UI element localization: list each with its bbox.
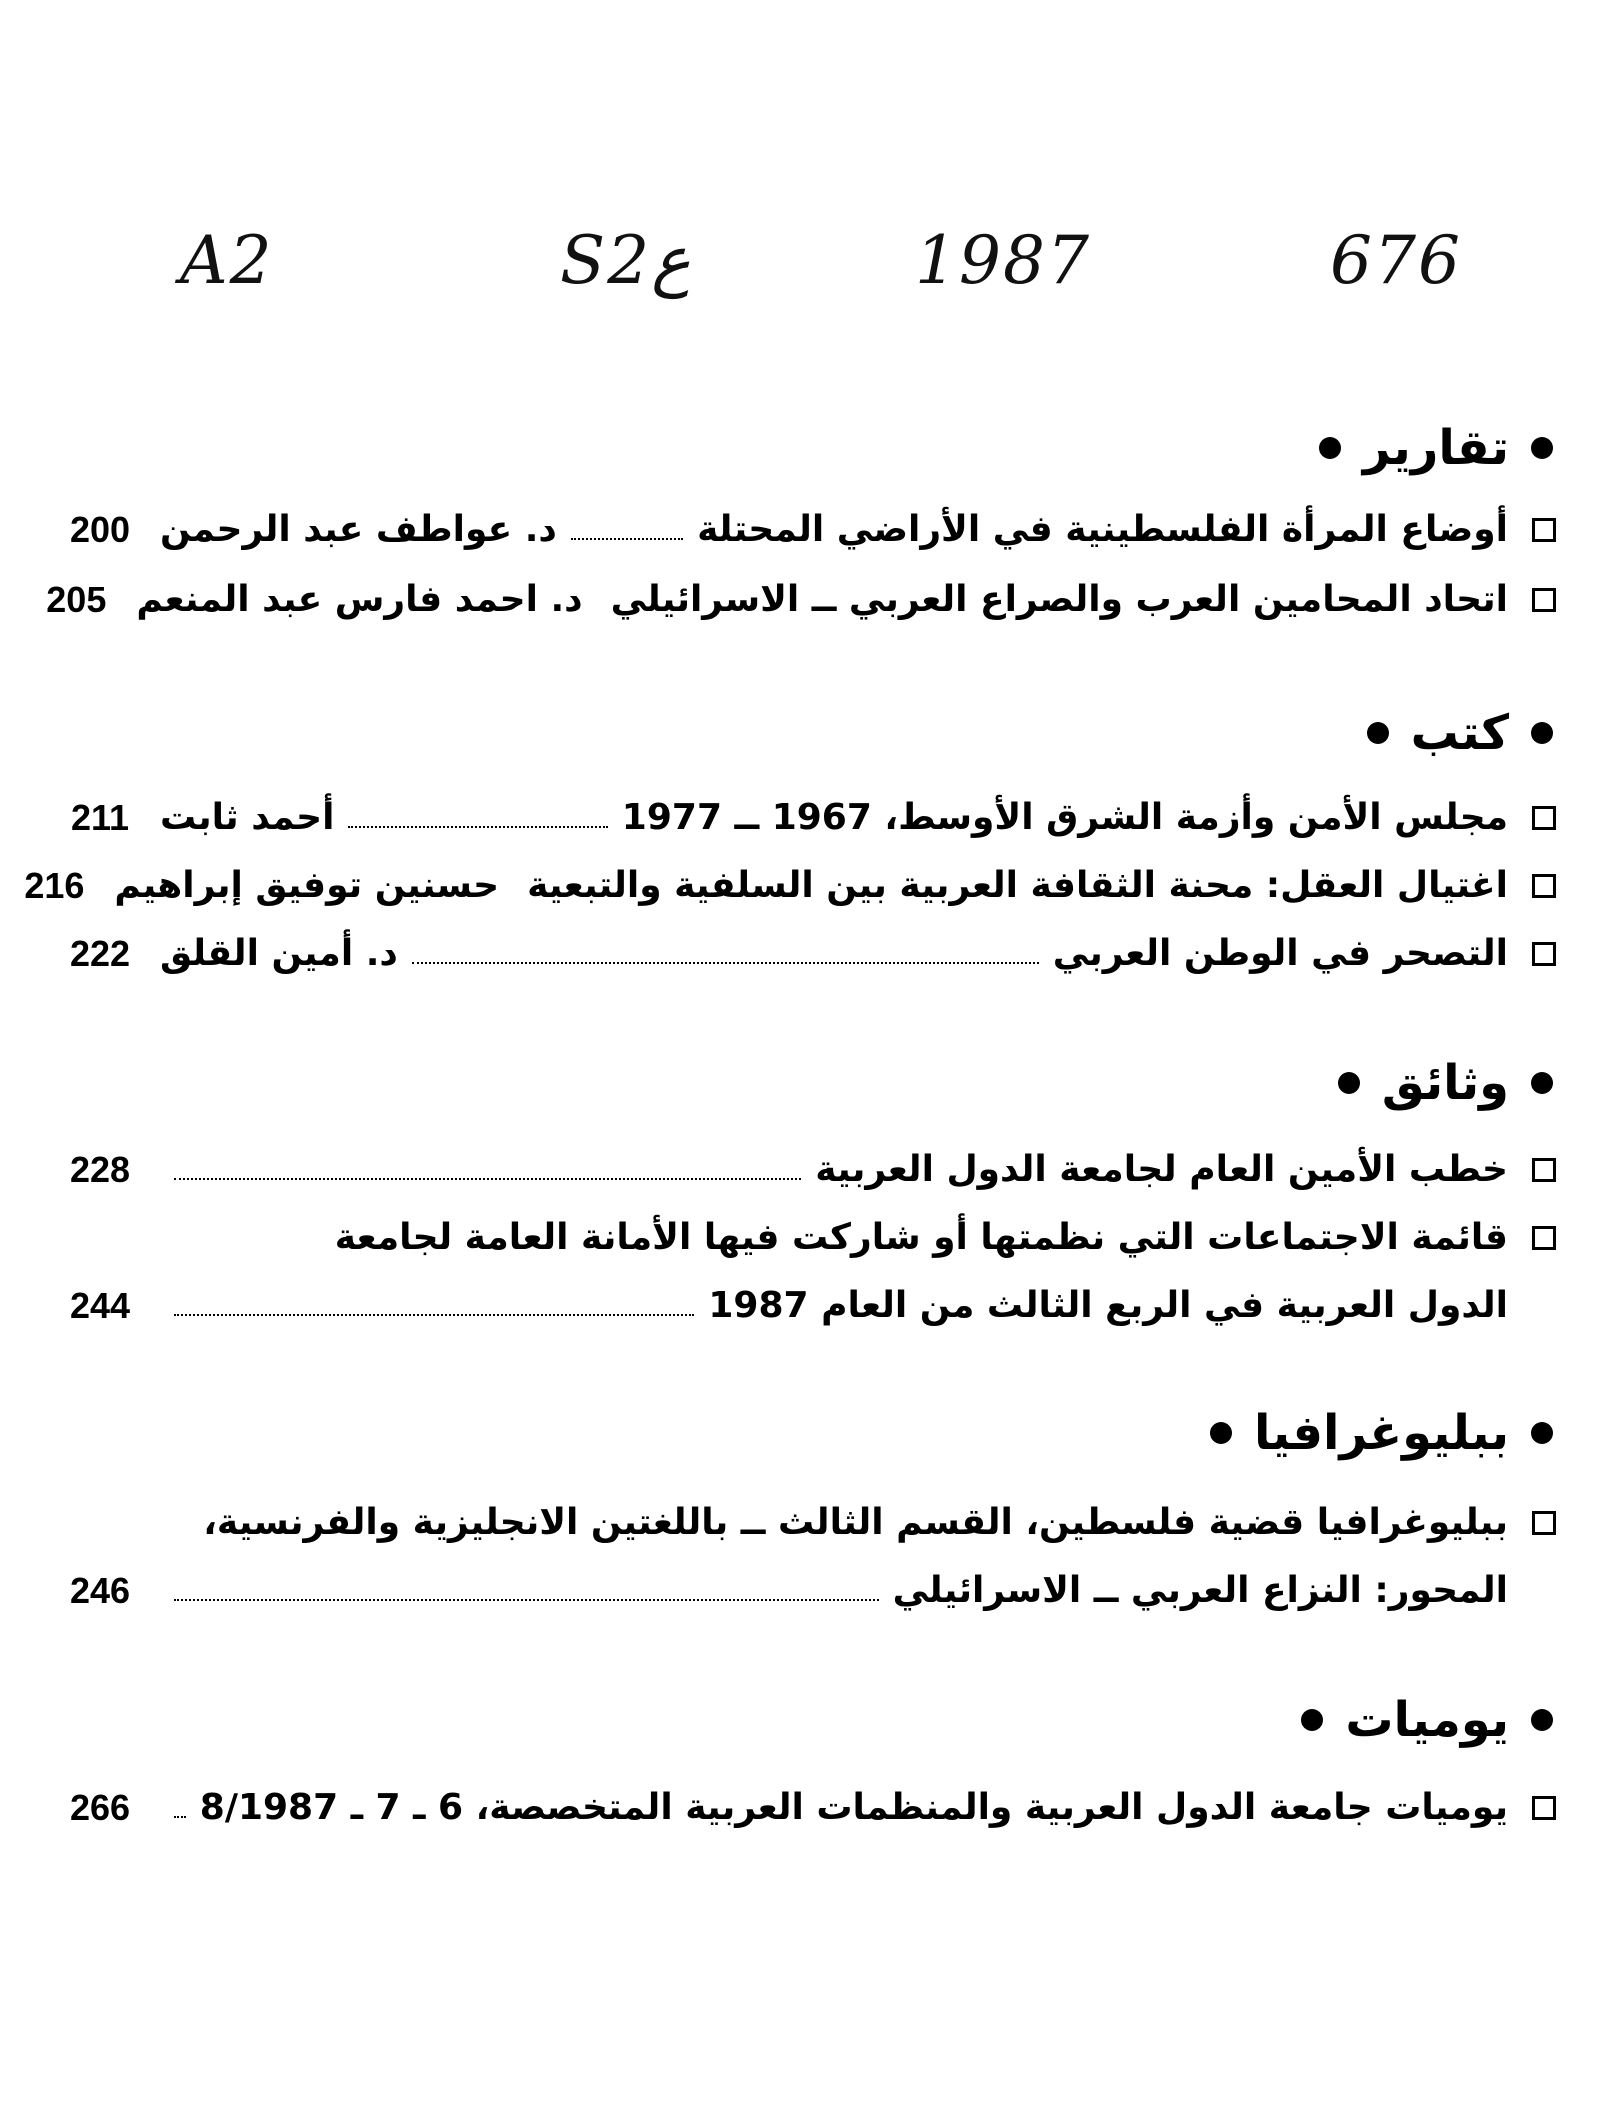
checkbox-icon bbox=[1532, 942, 1556, 966]
entry-title: اغتيال العقل: محنة الثقافة العربية بين السلفية والتبعية bbox=[527, 865, 1508, 906]
handwritten-note-number: 676 bbox=[1330, 222, 1462, 299]
toc-entry-continuation bbox=[40, 1570, 1556, 1611]
bullet-icon bbox=[1531, 1422, 1553, 1444]
entry-page-number: 216 bbox=[24, 865, 85, 906]
entry-title-line-2: الدول العربية في الربع الثالث من العام 1987 bbox=[708, 1285, 1508, 1326]
dot-leader bbox=[174, 1314, 694, 1316]
toc-entry bbox=[40, 933, 1556, 974]
toc-entry-continuation bbox=[40, 1285, 1556, 1326]
toc-entry bbox=[40, 579, 1556, 620]
entry-title: التصحر في الوطن العربي bbox=[1052, 933, 1508, 974]
entry-title: مجلس الأمن وأزمة الشرق الأوسط، 1967 ــ 1977 bbox=[621, 797, 1508, 838]
entry-title-line-2: المحور: النزاع العربي ــ الاسرائيلي bbox=[892, 1570, 1508, 1611]
checkbox-icon bbox=[1532, 1158, 1556, 1182]
bullet-icon bbox=[1338, 1072, 1360, 1094]
checkbox-icon bbox=[1532, 1796, 1556, 1820]
toc-entry bbox=[40, 797, 1556, 838]
toc-entry bbox=[40, 1502, 1556, 1543]
bullet-icon bbox=[1531, 437, 1553, 459]
entry-page-number: 266 bbox=[69, 1787, 131, 1828]
entry-page-number: 211 bbox=[70, 797, 130, 838]
entry-title: قائمة الاجتماعات التي نظمتها أو شاركت فيها الأمانة العامة لجامعة bbox=[334, 1217, 1508, 1258]
section-heading-reports: تقارير bbox=[1319, 420, 1553, 476]
entry-title: ببليوغرافيا قضية فلسطين، القسم الثالث ــ باللغتين الانجليزية والفرنسية، bbox=[203, 1502, 1508, 1543]
entry-page-number: 246 bbox=[69, 1570, 131, 1611]
section-heading-bibliography: ببليوغرافيا bbox=[1210, 1405, 1553, 1461]
dot-leader bbox=[174, 1178, 801, 1180]
entry-author: د. عواطف عبد الرحمن bbox=[160, 509, 557, 550]
entry-author: أحمد ثابت bbox=[160, 797, 335, 838]
checkbox-icon bbox=[1532, 518, 1556, 542]
entry-title: خطب الأمين العام لجامعة الدول العربية bbox=[815, 1149, 1508, 1190]
entry-page-number: 200 bbox=[69, 509, 131, 550]
bullet-icon bbox=[1210, 1422, 1232, 1444]
checkbox-icon bbox=[1532, 806, 1556, 830]
checkbox-icon bbox=[1532, 874, 1556, 898]
section-heading-documents: وثائق bbox=[1338, 1055, 1553, 1111]
dot-leader bbox=[174, 1816, 186, 1818]
toc-entry bbox=[40, 1787, 1556, 1828]
entry-title: يوميات جامعة الدول العربية والمنظمات العربية المتخصصة، 6 ـ 7 ـ 8/1987 bbox=[199, 1787, 1508, 1828]
entry-author: د. أمين القلق bbox=[160, 933, 398, 974]
bullet-icon bbox=[1531, 1709, 1553, 1731]
bullet-icon bbox=[1319, 437, 1341, 459]
entry-page-number: 244 bbox=[69, 1285, 131, 1326]
bullet-icon bbox=[1301, 1709, 1323, 1731]
dot-leader bbox=[571, 538, 683, 540]
section-heading-books: كتب bbox=[1367, 705, 1553, 761]
entry-page-number: 222 bbox=[69, 933, 131, 974]
handwritten-note-1: A2 bbox=[180, 222, 274, 299]
bullet-icon bbox=[1531, 722, 1553, 744]
toc-entry bbox=[40, 1217, 1556, 1258]
checkbox-icon bbox=[1532, 1511, 1556, 1535]
toc-entry bbox=[40, 509, 1556, 550]
toc-entry bbox=[40, 1149, 1556, 1190]
checkbox-icon bbox=[1532, 588, 1556, 612]
toc-entry bbox=[24, 865, 1556, 906]
checkbox-icon bbox=[1532, 1226, 1556, 1250]
entry-author: د. احمد فارس عبد المنعم bbox=[136, 579, 583, 620]
entry-page-number: 205 bbox=[46, 579, 107, 620]
bullet-icon bbox=[1531, 1072, 1553, 1094]
section-heading-diaries: يوميات bbox=[1301, 1692, 1553, 1748]
bullet-icon bbox=[1367, 722, 1389, 744]
entry-title: اتحاد المحامين العرب والصراع العربي ــ الاسرائيلي bbox=[610, 579, 1508, 620]
entry-title: أوضاع المرأة الفلسطينية في الأراضي المحتلة bbox=[697, 509, 1508, 550]
handwritten-note-2: S2ع bbox=[560, 222, 691, 299]
handwritten-note-year: 1987 bbox=[915, 222, 1091, 299]
dot-leader bbox=[412, 962, 1039, 964]
entry-author: حسنين توفيق إبراهيم bbox=[114, 865, 500, 906]
dot-leader bbox=[174, 1599, 879, 1601]
dot-leader bbox=[348, 826, 607, 828]
entry-page-number: 228 bbox=[69, 1149, 131, 1190]
